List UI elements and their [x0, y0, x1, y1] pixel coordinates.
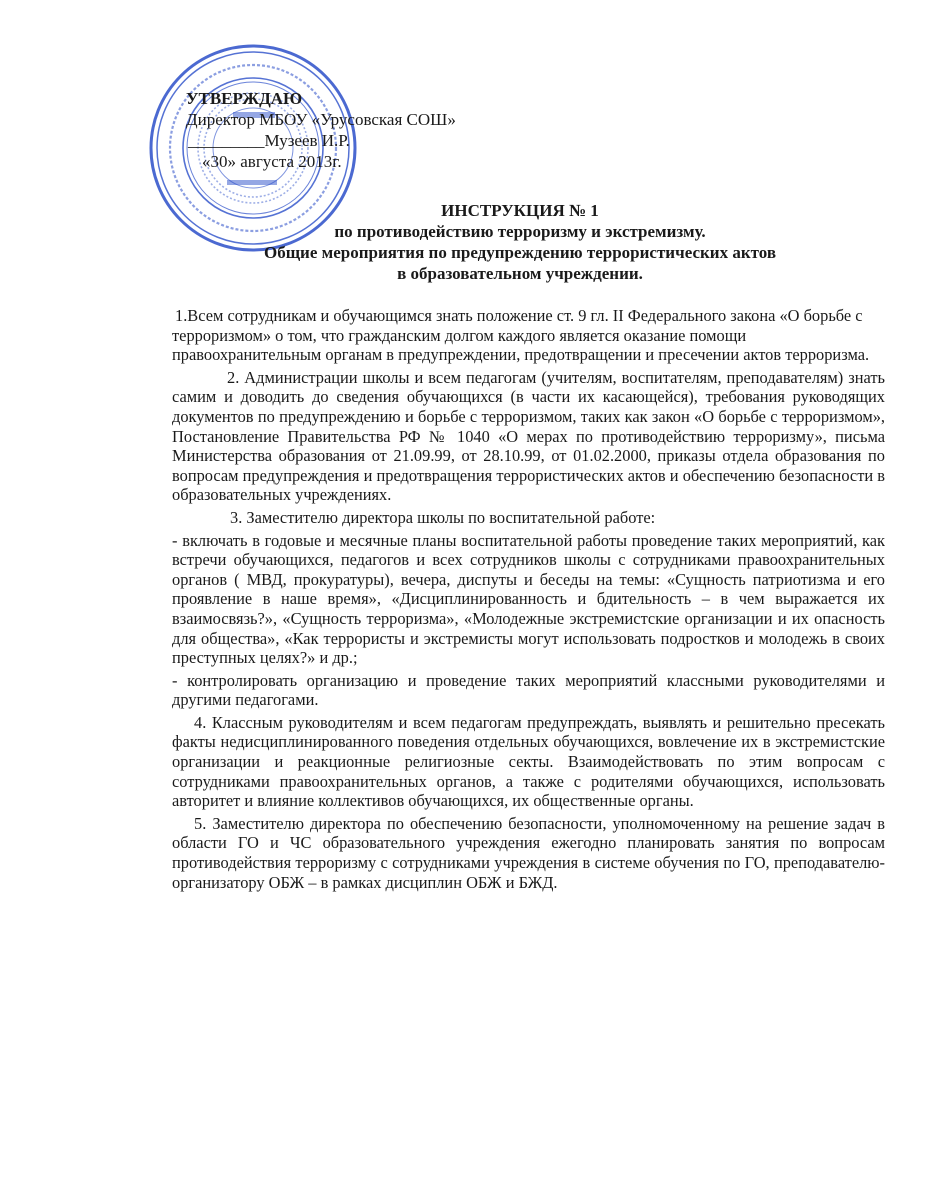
document-subtitle-3: в образовательном учреждении. — [397, 264, 643, 283]
approval-title: УТВЕРЖДАЮ — [186, 89, 303, 108]
approval-date: «30» августа 2013г. — [202, 152, 342, 171]
paragraph-2: 2. Администрации школы и всем педагогам (учителям, воспитателям, преподавателям) знать самим и доводить до сведения обучающихся (в части их касающейся), требования руководящих документов по предупреждению и борьбе с терроризмом, таких как закон «О борьбе с терроризмом», Постановление Правительства РФ № 1040 «О мерах по противодействию терроризму», письма Министерства образования от 21.09.99, от 28.10.99, от 01.02.2000, приказы отдела образования по вопросам предупреждения и предотвращения террористических актов и обеспечению безопасности в образовательных учреждениях. — [172, 367, 885, 505]
paragraph-3: 3. Заместителю директора школы по воспитательной работе: — [230, 507, 656, 527]
document-subtitle-2: Общие мероприятия по предупреждению террористических актов — [263, 243, 777, 262]
approval-position: Директор МБОУ «Урусовская СОШ» — [186, 110, 456, 129]
paragraph-3-item-a: - включать в годовые и месячные планы воспитательной работы проведение таких мероприятий, как встречи обучающихся, педагогов и всех сотрудников школы с сотрудниками правоохранительных органов ( МВД, прокуратуры), вечера, диспуты и беседы на темы: «Сущность патриотизма и его проявление в наше время», «Дисциплинированность и бдительность – в чем выражается их взаимосвязь?», «Сущность терроризма», «Молодежные экстремистские организации и их опасность для общества», «Как террористы и экстремисты могут использовать подростков и молодежь в своих преступных целях?» и др.; — [172, 530, 885, 668]
document-body — [172, 306, 885, 895]
approval-block — [186, 88, 456, 172]
paragraph-1: 1.Всем сотрудникам и обучающимся знать положение ст. 9 гл. II Федерального закона «О борьбе с терроризмом» о том, что гражданским долгом каждого является оказание помощи правоохранительным органам в предупреждении, предотвращении и пресечении актов терроризма. — [172, 306, 870, 365]
document-title: ИНСТРУКЦИЯ № 1 — [441, 201, 599, 220]
paragraph-3-item-b: - контролировать организацию и проведение таких мероприятий классными руководителями и другими педагогами. — [172, 670, 885, 710]
document-title-block — [175, 200, 865, 284]
paragraph-5: 5. Заместителю директора по обеспечению безопасности, уполномоченному на решение задач в области ГО и ЧС образовательного учреждения ежегодно планировать занятия по вопросам противодействия терроризму с сотрудниками учреждения в системе обучения по ГО, преподавателю-организатору ОБЖ – в рамках дисциплин ОБЖ и БЖД. — [172, 813, 885, 892]
paragraph-4: 4. Классным руководителям и всем педагогам предупреждать, выявлять и решительно пресекать факты недисциплинированного поведения отдельных обучающихся, вовлечение их в экстремистские организации и реакционные религиозные секты. Взаимодействовать по этим вопросам с сотрудниками правоохранительных органов, а также с родителями обучающихся, использовать авторитет и влияние коллективов обучающихся, их общественные органы. — [172, 712, 885, 811]
document-subtitle-1: по противодействию терроризму и экстремизму. — [334, 222, 706, 241]
approval-signature-line: _________Музеев И.Р. — [188, 131, 350, 150]
